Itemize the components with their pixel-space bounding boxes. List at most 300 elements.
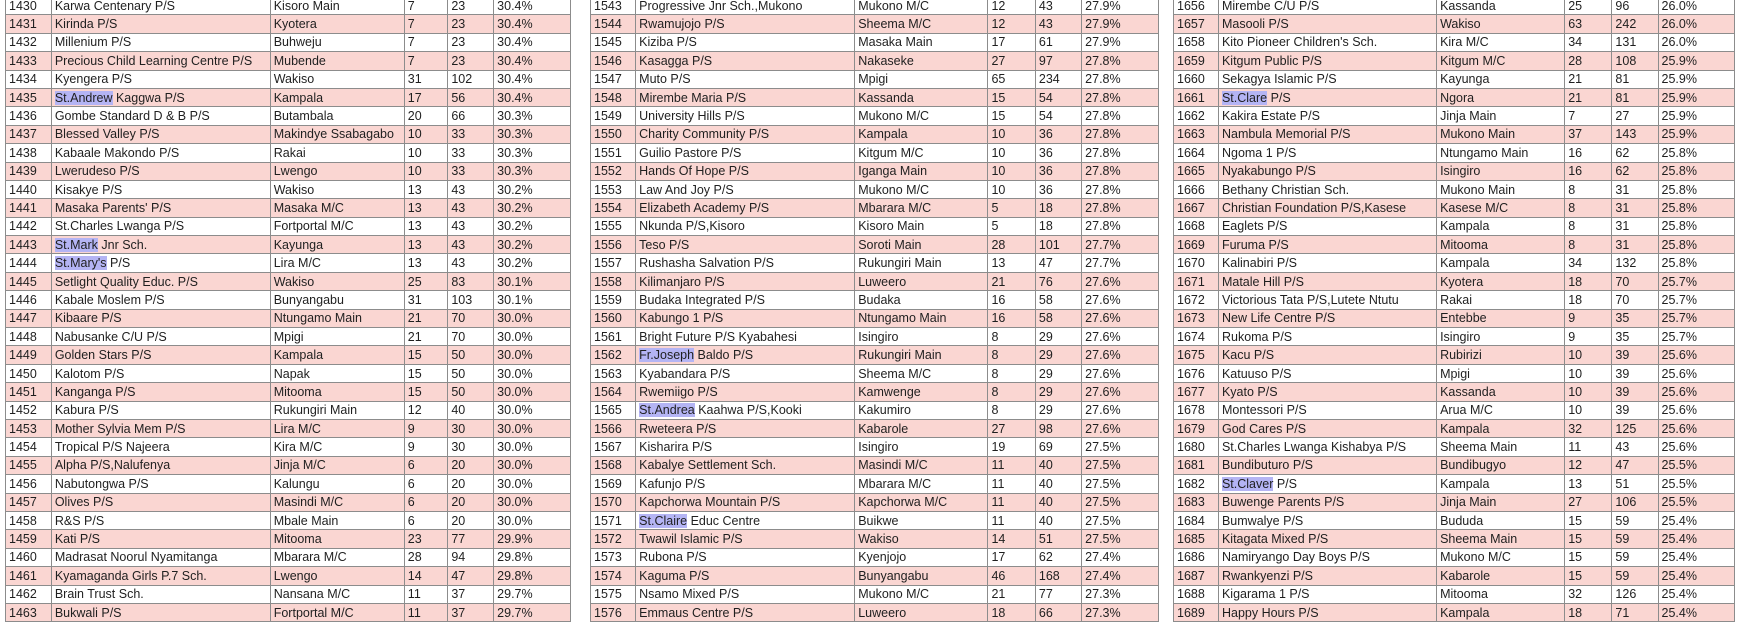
school-name-cell: Nabusanke C/U P/S: [51, 328, 270, 346]
district-cell: Sheema M/C: [855, 364, 988, 382]
count-cell: 31: [404, 291, 448, 309]
percentage-cell: 25.5%: [1658, 475, 1734, 493]
district-cell: Mukono M/C: [855, 585, 988, 603]
table-row: [591, 180, 1159, 198]
percentage-cell: 25.8%: [1658, 236, 1734, 254]
district-cell: Kampala: [1437, 217, 1565, 235]
district-cell: Mitooma: [1437, 236, 1565, 254]
total-cell: 70: [448, 309, 494, 327]
total-cell: 70: [448, 328, 494, 346]
school-name-cell: Kibaare P/S: [51, 309, 270, 327]
district-cell: Nansana M/C: [270, 585, 404, 603]
school-name-cell: Tropical P/S Najeera: [51, 438, 270, 456]
table-row: [6, 217, 571, 235]
rank-cell: 1432: [6, 33, 52, 51]
district-cell: Mbarara M/C: [855, 475, 988, 493]
school-name-cell: Kirinda P/S: [51, 15, 270, 33]
total-cell: 43: [448, 180, 494, 198]
count-cell: 10: [404, 162, 448, 180]
rank-cell: 1443: [6, 236, 52, 254]
rank-cell: 1678: [1174, 401, 1219, 419]
table-row: [591, 364, 1159, 382]
rank-cell: 1439: [6, 162, 52, 180]
count-cell: 12: [988, 0, 1035, 15]
rank-cell: 1558: [591, 272, 636, 290]
count-cell: 10: [988, 180, 1035, 198]
count-cell: 9: [404, 438, 448, 456]
count-cell: 10: [988, 162, 1035, 180]
school-name-cell: Kigarama 1 P/S: [1218, 585, 1436, 603]
table-row: [6, 0, 571, 15]
district-cell: Kamwenge: [855, 383, 988, 401]
table-row: [591, 530, 1159, 548]
school-name-cell: Kabura P/S: [51, 401, 270, 419]
percentage-cell: 25.8%: [1658, 217, 1734, 235]
school-name-cell: Nsamo Mixed P/S: [636, 585, 855, 603]
district-cell: Kitgum M/C: [855, 144, 988, 162]
percentage-cell: 25.7%: [1658, 309, 1734, 327]
percentage-cell: 25.7%: [1658, 291, 1734, 309]
total-cell: 97: [1035, 52, 1081, 70]
district-cell: Ntungamo Main: [855, 309, 988, 327]
total-cell: 39: [1612, 401, 1658, 419]
total-cell: 40: [1035, 475, 1081, 493]
table-row: [6, 548, 571, 566]
district-cell: Mukono M/C: [1437, 548, 1565, 566]
table-row: [591, 419, 1159, 437]
count-cell: 15: [1565, 548, 1612, 566]
district-cell: Butambala: [270, 107, 404, 125]
table-row: [1174, 419, 1735, 437]
district-cell: Kabarole: [855, 419, 988, 437]
count-cell: 16: [1565, 162, 1612, 180]
rank-cell: 1681: [1174, 456, 1219, 474]
percentage-cell: 25.4%: [1658, 511, 1734, 529]
rank-cell: 1665: [1174, 162, 1219, 180]
school-name-cell: Rushasha Salvation P/S: [636, 254, 855, 272]
percentage-cell: 30.0%: [494, 438, 571, 456]
total-cell: 54: [1035, 88, 1081, 106]
district-cell: Mitooma: [1437, 585, 1565, 603]
school-name-cell: Kyamaganda Girls P.7 Sch.: [51, 567, 270, 585]
highlighted-text: St.Mary's: [54, 256, 107, 271]
school-name-cell: Olives P/S: [51, 493, 270, 511]
table-row: [591, 401, 1159, 419]
table-row: [1174, 70, 1735, 88]
total-cell: 36: [1035, 144, 1081, 162]
district-cell: Arua M/C: [1437, 401, 1565, 419]
total-cell: 29: [1035, 401, 1081, 419]
table-row: [1174, 328, 1735, 346]
total-cell: 96: [1612, 0, 1658, 15]
rank-cell: 1459: [6, 530, 52, 548]
district-cell: Kisoro Main: [270, 0, 404, 15]
table-row: [1174, 199, 1735, 217]
percentage-cell: 30.0%: [494, 419, 571, 437]
district-cell: Jinja Main: [1437, 107, 1565, 125]
school-name-cell: Rubona P/S: [636, 548, 855, 566]
count-cell: 27: [988, 52, 1035, 70]
percentage-cell: 25.4%: [1658, 603, 1734, 621]
total-cell: 33: [448, 162, 494, 180]
percentage-cell: 25.6%: [1658, 419, 1734, 437]
rank-cell: 1569: [591, 475, 636, 493]
count-cell: 15: [404, 364, 448, 382]
school-name-cell: University Hills P/S: [636, 107, 855, 125]
school-name-cell: Kitgum Public P/S: [1218, 52, 1436, 70]
rank-cell: 1452: [6, 401, 52, 419]
table-row: [6, 475, 571, 493]
total-cell: 37: [448, 585, 494, 603]
total-cell: 20: [448, 456, 494, 474]
count-cell: 7: [404, 33, 448, 51]
percentage-cell: 27.6%: [1082, 272, 1159, 290]
count-cell: 6: [404, 493, 448, 511]
count-cell: 16: [1565, 144, 1612, 162]
count-cell: 28: [1565, 52, 1612, 70]
count-cell: 8: [988, 364, 1035, 382]
district-cell: Lwengo: [270, 162, 404, 180]
total-cell: 125: [1612, 419, 1658, 437]
percentage-cell: 27.8%: [1082, 88, 1159, 106]
table-row: [591, 548, 1159, 566]
table-row: [6, 144, 571, 162]
rank-cell: 1677: [1174, 383, 1219, 401]
table-row: [591, 603, 1159, 621]
rank-cell: 1448: [6, 328, 52, 346]
rank-cell: 1463: [6, 603, 52, 621]
rank-cell: 1460: [6, 548, 52, 566]
count-cell: 28: [404, 548, 448, 566]
percentage-cell: 27.6%: [1082, 401, 1159, 419]
district-cell: Bunyangabu: [855, 567, 988, 585]
table-row: [1174, 603, 1735, 621]
percentage-cell: 27.6%: [1082, 328, 1159, 346]
percentage-cell: 26.0%: [1658, 0, 1734, 15]
rank-cell: 1689: [1174, 603, 1219, 621]
district-cell: Wakiso: [270, 70, 404, 88]
percentage-cell: 30.1%: [494, 291, 571, 309]
district-cell: Rukungiri Main: [270, 401, 404, 419]
percentage-cell: 27.4%: [1082, 567, 1159, 585]
school-name-cell: Nkunda P/S,Kisoro: [636, 217, 855, 235]
rank-cell: 1560: [591, 309, 636, 327]
school-name-cell: Budaka Integrated P/S: [636, 291, 855, 309]
percentage-cell: 29.7%: [494, 585, 571, 603]
rank-cell: 1551: [591, 144, 636, 162]
school-name-cell: Kiziba P/S: [636, 33, 855, 51]
rank-cell: 1687: [1174, 567, 1219, 585]
district-cell: Lira M/C: [270, 419, 404, 437]
district-cell: Rubirizi: [1437, 346, 1565, 364]
rank-cell: 1683: [1174, 493, 1219, 511]
count-cell: 21: [988, 585, 1035, 603]
table-row: [1174, 346, 1735, 364]
district-cell: Mukono Main: [1437, 125, 1565, 143]
school-name-cell: Millenium P/S: [51, 33, 270, 51]
percentage-cell: 27.7%: [1082, 254, 1159, 272]
table-row: [1174, 254, 1735, 272]
count-cell: 10: [1565, 346, 1612, 364]
school-name-cell: Guilio Pastore P/S: [636, 144, 855, 162]
district-cell: Kassanda: [1437, 0, 1565, 15]
rank-cell: 1549: [591, 107, 636, 125]
table-row: [591, 236, 1159, 254]
rank-cell: 1547: [591, 70, 636, 88]
count-cell: 25: [404, 272, 448, 290]
total-cell: 106: [1612, 493, 1658, 511]
school-name-cell: St.Charles Lwanga P/S: [51, 217, 270, 235]
count-cell: 10: [404, 125, 448, 143]
district-cell: Jinja Main: [1437, 493, 1565, 511]
count-cell: 17: [988, 33, 1035, 51]
rank-cell: 1662: [1174, 107, 1219, 125]
rank-cell: 1557: [591, 254, 636, 272]
table-row: [591, 254, 1159, 272]
percentage-cell: 29.8%: [494, 567, 571, 585]
rank-cell: 1574: [591, 567, 636, 585]
rank-cell: 1670: [1174, 254, 1219, 272]
count-cell: 12: [988, 15, 1035, 33]
percentage-cell: 27.5%: [1082, 438, 1159, 456]
total-cell: 126: [1612, 585, 1658, 603]
table-row: [591, 15, 1159, 33]
count-cell: 8: [1565, 180, 1612, 198]
school-name-cell: Victorious Tata P/S,Lutete Ntutu: [1218, 291, 1436, 309]
school-name-cell: Kapchorwa Mountain P/S: [636, 493, 855, 511]
school-name-cell: Masaka Parents' P/S: [51, 199, 270, 217]
school-name-cell: Kati P/S: [51, 530, 270, 548]
district-cell: Kyotera: [270, 15, 404, 33]
school-name-cell: St.Mary's P/S: [51, 254, 270, 272]
total-cell: 76: [1035, 272, 1081, 290]
table-row: [591, 291, 1159, 309]
district-cell: Kampala: [1437, 603, 1565, 621]
table-row: [1174, 493, 1735, 511]
percentage-cell: 25.5%: [1658, 493, 1734, 511]
school-name-cell: Kanganga P/S: [51, 383, 270, 401]
district-cell: Kalungu: [270, 475, 404, 493]
rank-cell: 1445: [6, 272, 52, 290]
rank-cell: 1656: [1174, 0, 1219, 15]
total-cell: 51: [1612, 475, 1658, 493]
rank-cell: 1680: [1174, 438, 1219, 456]
percentage-cell: 30.2%: [494, 254, 571, 272]
school-name-cell: Rwemiigo P/S: [636, 383, 855, 401]
count-cell: 14: [404, 567, 448, 585]
total-cell: 31: [1612, 199, 1658, 217]
district-cell: Kayunga: [270, 236, 404, 254]
total-cell: 29: [1035, 364, 1081, 382]
total-cell: 168: [1035, 567, 1081, 585]
total-cell: 66: [448, 107, 494, 125]
percentage-cell: 27.6%: [1082, 346, 1159, 364]
school-name-cell: Mirembe C/U P/S: [1218, 0, 1436, 15]
district-cell: Isingiro: [1437, 162, 1565, 180]
district-cell: Budaka: [855, 291, 988, 309]
percentage-cell: 25.4%: [1658, 585, 1734, 603]
count-cell: 10: [1565, 364, 1612, 382]
table-row: [6, 493, 571, 511]
district-cell: Jinja M/C: [270, 456, 404, 474]
school-name-cell: Kacu P/S: [1218, 346, 1436, 364]
total-cell: 36: [1035, 125, 1081, 143]
table-row: [1174, 217, 1735, 235]
school-name-cell: Madrasat Noorul Nyamitanga: [51, 548, 270, 566]
school-name-cell: Mirembe Maria P/S: [636, 88, 855, 106]
district-cell: Kyenjojo: [855, 548, 988, 566]
percentage-cell: 30.4%: [494, 33, 571, 51]
rank-cell: 1437: [6, 125, 52, 143]
count-cell: 13: [404, 217, 448, 235]
percentage-cell: 30.0%: [494, 493, 571, 511]
table-row: [591, 309, 1159, 327]
total-cell: 143: [1612, 125, 1658, 143]
school-name-cell: Kisharira P/S: [636, 438, 855, 456]
school-name-cell: Golden Stars P/S: [51, 346, 270, 364]
district-cell: Mukono M/C: [855, 0, 988, 15]
table-row: [6, 567, 571, 585]
rank-cell: 1433: [6, 52, 52, 70]
percentage-cell: 30.3%: [494, 125, 571, 143]
table-row: [1174, 383, 1735, 401]
count-cell: 27: [1565, 493, 1612, 511]
school-name-cell: Hands Of Hope P/S: [636, 162, 855, 180]
district-cell: Rukungiri Main: [855, 346, 988, 364]
count-cell: 8: [1565, 199, 1612, 217]
percentage-cell: 25.9%: [1658, 88, 1734, 106]
total-cell: 81: [1612, 70, 1658, 88]
total-cell: 39: [1612, 383, 1658, 401]
percentage-cell: 25.9%: [1658, 70, 1734, 88]
table-row: [6, 346, 571, 364]
percentage-cell: 25.6%: [1658, 346, 1734, 364]
rank-cell: 1450: [6, 364, 52, 382]
district-cell: Bundibugyo: [1437, 456, 1565, 474]
count-cell: 11: [988, 456, 1035, 474]
total-cell: 31: [1612, 236, 1658, 254]
total-cell: 58: [1035, 291, 1081, 309]
district-cell: Sheema Main: [1437, 530, 1565, 548]
district-cell: Kisoro Main: [855, 217, 988, 235]
percentage-cell: 27.6%: [1082, 309, 1159, 327]
district-cell: Makindye Ssabagabo: [270, 125, 404, 143]
count-cell: 15: [404, 346, 448, 364]
rank-cell: 1562: [591, 346, 636, 364]
percentage-cell: 27.5%: [1082, 511, 1159, 529]
table-row: [1174, 0, 1735, 15]
percentage-cell: 25.6%: [1658, 364, 1734, 382]
school-name-cell: Elizabeth Academy P/S: [636, 199, 855, 217]
district-cell: Masindi M/C: [855, 456, 988, 474]
percentage-cell: 30.4%: [494, 52, 571, 70]
district-cell: Isingiro: [1437, 328, 1565, 346]
percentage-cell: 30.0%: [494, 456, 571, 474]
district-cell: Mbale Main: [270, 511, 404, 529]
percentage-cell: 26.0%: [1658, 33, 1734, 51]
rank-cell: 1663: [1174, 125, 1219, 143]
percentage-cell: 30.4%: [494, 15, 571, 33]
total-cell: 47: [1612, 456, 1658, 474]
percentage-cell: 27.6%: [1082, 419, 1159, 437]
district-cell: Luweero: [855, 272, 988, 290]
district-cell: Mpigi: [270, 328, 404, 346]
rank-cell: 1446: [6, 291, 52, 309]
rank-cell: 1570: [591, 493, 636, 511]
rank-cell: 1555: [591, 217, 636, 235]
count-cell: 19: [988, 438, 1035, 456]
total-cell: 27: [1612, 107, 1658, 125]
district-cell: Kassanda: [1437, 383, 1565, 401]
ranking-table-left: [5, 0, 571, 622]
table-row: [591, 585, 1159, 603]
district-cell: Fortportal M/C: [270, 603, 404, 621]
percentage-cell: 25.9%: [1658, 125, 1734, 143]
total-cell: 61: [1035, 33, 1081, 51]
district-cell: Isingiro: [855, 438, 988, 456]
table-row: [1174, 567, 1735, 585]
percentage-cell: 25.7%: [1658, 328, 1734, 346]
table-row: [1174, 291, 1735, 309]
district-cell: Lwengo: [270, 567, 404, 585]
count-cell: 8: [988, 346, 1035, 364]
rank-cell: 1664: [1174, 144, 1219, 162]
school-name-cell: Kabale Moslem P/S: [51, 291, 270, 309]
table-row: [591, 456, 1159, 474]
school-name-cell: Mother Sylvia Mem P/S: [51, 419, 270, 437]
count-cell: 16: [988, 291, 1035, 309]
rank-cell: 1563: [591, 364, 636, 382]
total-cell: 101: [1035, 236, 1081, 254]
rank-cell: 1556: [591, 236, 636, 254]
percentage-cell: 25.8%: [1658, 162, 1734, 180]
table-row: [6, 107, 571, 125]
count-cell: 37: [1565, 125, 1612, 143]
total-cell: 62: [1612, 162, 1658, 180]
school-name-cell: Kabungo 1 P/S: [636, 309, 855, 327]
count-cell: 11: [1565, 438, 1612, 456]
rank-cell: 1543: [591, 0, 636, 15]
district-cell: Wakiso: [1437, 15, 1565, 33]
highlighted-text: St.Claire: [639, 513, 688, 528]
percentage-cell: 25.8%: [1658, 254, 1734, 272]
district-cell: Fortportal M/C: [270, 217, 404, 235]
count-cell: 9: [404, 419, 448, 437]
school-name-cell: Nyakabungo P/S: [1218, 162, 1436, 180]
school-name-cell: Precious Child Learning Centre P/S: [51, 52, 270, 70]
district-cell: Kassanda: [855, 88, 988, 106]
table-row: [6, 456, 571, 474]
total-cell: 30: [448, 419, 494, 437]
district-cell: Mbarara M/C: [270, 548, 404, 566]
count-cell: 9: [1565, 309, 1612, 327]
percentage-cell: 27.8%: [1082, 199, 1159, 217]
school-name-cell: God Cares P/S: [1218, 419, 1436, 437]
rank-cell: 1554: [591, 199, 636, 217]
count-cell: 10: [988, 144, 1035, 162]
highlighted-text: Fr.Joseph: [639, 348, 695, 363]
highlighted-text: St.Mark: [54, 237, 98, 252]
school-name-cell: Bukwali P/S: [51, 603, 270, 621]
percentage-cell: 27.5%: [1082, 530, 1159, 548]
count-cell: 8: [988, 328, 1035, 346]
count-cell: 11: [988, 493, 1035, 511]
total-cell: 29: [1035, 328, 1081, 346]
rank-cell: 1676: [1174, 364, 1219, 382]
count-cell: 8: [1565, 236, 1612, 254]
table-row: [1174, 475, 1735, 493]
district-cell: Kapchorwa M/C: [855, 493, 988, 511]
